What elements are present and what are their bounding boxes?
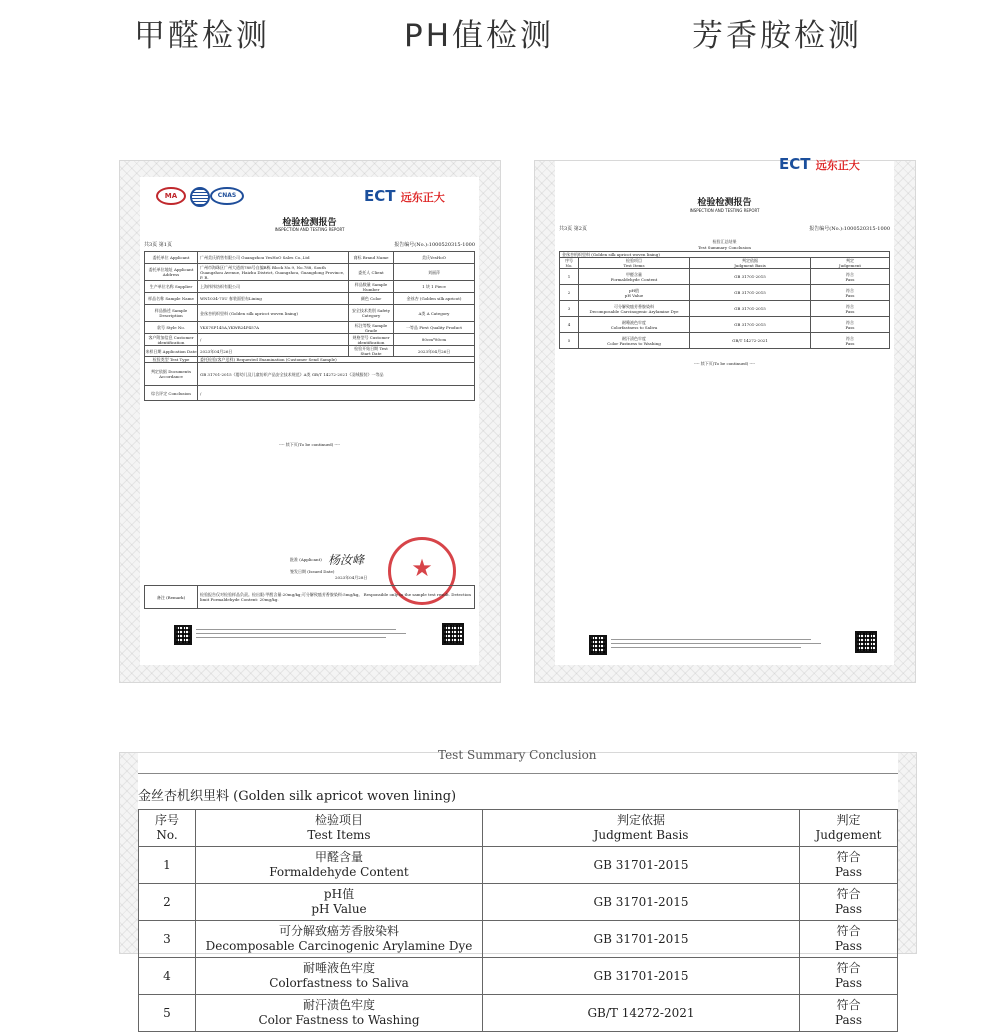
judgement-en: Pass bbox=[845, 308, 855, 314]
item-cn: 耐唾液色牢度 bbox=[622, 319, 646, 325]
table-row bbox=[145, 293, 475, 305]
judgement-cn: 符合 bbox=[846, 303, 854, 309]
table-row bbox=[139, 995, 898, 1032]
item-en: pH Value bbox=[311, 902, 367, 916]
issued-date: 2023年04月28日 bbox=[335, 575, 368, 580]
cell-item bbox=[579, 269, 690, 285]
cell-value: 80cm*80cm bbox=[394, 334, 475, 346]
cell-basis: GB/T 14272-2021 bbox=[483, 995, 800, 1032]
col-header-en: Judgment Basis bbox=[593, 828, 689, 842]
divider bbox=[138, 773, 898, 774]
col-header-cn: 判定依据 bbox=[742, 258, 758, 263]
cell-value: 广州市海珠区广州大道南788号自编B栋 Block No.9, No.788, South Guangzhou Avenue, Haizhu District, Guangzhou, Guangdong Province, P. R. bbox=[198, 264, 349, 281]
item-en: Formaldehyde Content bbox=[269, 865, 409, 879]
cell-no: 2 bbox=[560, 285, 579, 301]
sample-line: 金丝杏机织里料 (Golden silk apricot woven lining) bbox=[138, 789, 457, 804]
heading-formaldehyde: 甲醛检测 bbox=[134, 18, 270, 54]
continued-note: ---- 续下页(To be continued) ---- bbox=[694, 361, 755, 366]
footer-text-line bbox=[196, 637, 386, 638]
item-cn: 可分解致癌芳香胺染料 bbox=[278, 924, 399, 938]
footer-text-line bbox=[196, 629, 396, 630]
cell-key: 安全技术类别 Safety Category bbox=[349, 305, 394, 322]
col-header-en: Judgement bbox=[838, 263, 861, 268]
cell-key: 委托人 Client bbox=[349, 264, 394, 281]
cell-judgement bbox=[800, 958, 898, 995]
judgement-cn: 符合 bbox=[846, 319, 854, 325]
cnas-logo: CNAS bbox=[210, 187, 244, 205]
table-row bbox=[145, 334, 475, 346]
table-header-row bbox=[139, 810, 898, 847]
cell-value: / bbox=[198, 334, 349, 346]
report-info-table bbox=[144, 251, 475, 401]
item-en: Colorfastness to Saliva bbox=[269, 976, 409, 990]
cell-key: 款号 Style No. bbox=[145, 322, 198, 334]
ect-logo bbox=[364, 187, 445, 205]
cell-basis: GB/T 14272-2021 bbox=[690, 333, 811, 349]
judgement-cn: 符合 bbox=[836, 887, 861, 901]
judgement-en: Pass bbox=[834, 1013, 862, 1027]
heading-ph: PH值检测 bbox=[404, 18, 555, 54]
col-header-en: Judgment Basis bbox=[734, 263, 766, 268]
judgement-cn: 符合 bbox=[846, 335, 854, 341]
cell-judgement bbox=[811, 269, 890, 285]
cell-judgement bbox=[811, 301, 890, 317]
judgement-en: Pass bbox=[834, 976, 862, 990]
sample-line: 金丝杏机织里料 (Golden silk apricot woven lining) bbox=[560, 252, 890, 258]
judgement-en: Pass bbox=[834, 939, 862, 953]
cell-basis: GB 31701-2015 bbox=[483, 921, 800, 958]
cell-value: 一等品 First Quality Product bbox=[394, 322, 475, 334]
item-en: Decomposable Carcinogenic Arylamine Dye bbox=[589, 308, 679, 314]
report-subtitle: INSPECTION AND TESTING REPORT bbox=[689, 208, 760, 213]
heading-arylamine: 芳香胺检测 bbox=[692, 18, 862, 54]
table-row bbox=[139, 847, 898, 884]
col-header-no bbox=[139, 810, 196, 847]
cell-item bbox=[579, 301, 690, 317]
ect-logo-text: ECT bbox=[779, 155, 811, 173]
report-number: 报告编号(No.):1000520315-1000 bbox=[809, 226, 890, 232]
report-page-2 bbox=[534, 155, 916, 683]
cell-key: 委托单位 Applicant bbox=[145, 252, 198, 264]
ect-logo-cn: 远东正大 bbox=[400, 191, 445, 204]
cell-basis: GB 31701-2015 bbox=[483, 958, 800, 995]
cell-no: 3 bbox=[560, 301, 579, 317]
cell-key: 综合评定 Conclusion bbox=[145, 386, 198, 401]
cell-value: GB 31701-2015《婴幼儿及儿童纺织产品安全技术规范》A类 GB/T 14272-2021《羽绒服装》一等品 bbox=[198, 363, 475, 386]
item-en: Formaldehyde Content bbox=[610, 276, 658, 282]
table-row bbox=[560, 285, 890, 301]
qr-code-icon bbox=[589, 635, 607, 655]
cell-item bbox=[196, 958, 483, 995]
cell-basis: GB 31701-2015 bbox=[690, 285, 811, 301]
continued-note: ---- 续下页(To be continued) ---- bbox=[279, 442, 340, 447]
cell-key: 样品数量 Sample Number bbox=[349, 281, 394, 293]
issued-label: 签发日期 (Issued Date) bbox=[290, 569, 335, 574]
table-row bbox=[145, 346, 475, 357]
cell-value: 美氏YesHoO bbox=[394, 252, 475, 264]
cell-judgement bbox=[800, 847, 898, 884]
item-en: Decomposable Carcinogenic Arylamine Dye bbox=[205, 939, 473, 953]
table-row bbox=[145, 363, 475, 386]
cell-basis: GB 31701-2015 bbox=[690, 317, 811, 333]
qr-code-icon bbox=[442, 623, 464, 645]
cell-value: YKS7SP145A,YKWR24P457A bbox=[198, 322, 349, 334]
cell-item bbox=[579, 285, 690, 301]
cell-key: 规格型号 Customer identification bbox=[349, 334, 394, 346]
col-header-items bbox=[196, 810, 483, 847]
report-title: 检验检测报告 bbox=[697, 198, 752, 208]
col-header bbox=[811, 258, 890, 269]
judgement-en: Pass bbox=[834, 902, 862, 916]
cell-item bbox=[196, 847, 483, 884]
table-row bbox=[139, 884, 898, 921]
cell-key: 备注 (Remark) bbox=[145, 586, 198, 609]
cell-judgement bbox=[811, 285, 890, 301]
footer-text-line bbox=[611, 647, 801, 648]
table-row bbox=[145, 305, 475, 322]
cell-no: 4 bbox=[139, 958, 196, 995]
footer-text-line bbox=[611, 643, 821, 644]
cell-no: 5 bbox=[560, 333, 579, 349]
cell-basis: GB 31701-2015 bbox=[483, 847, 800, 884]
judgement-cn: 符合 bbox=[836, 961, 861, 975]
cma-logo: MA bbox=[156, 187, 186, 205]
col-header-basis bbox=[483, 810, 800, 847]
cell-judgement bbox=[800, 884, 898, 921]
report-zoom-crop bbox=[119, 748, 917, 1027]
official-seal: ★ bbox=[388, 537, 456, 605]
col-header-cn: 判定 bbox=[836, 813, 861, 827]
summary-table-small bbox=[559, 251, 890, 349]
col-header-cn: 序号 bbox=[565, 258, 573, 263]
col-header-cn: 判定 bbox=[846, 258, 854, 263]
col-header-en: Test Items bbox=[307, 828, 371, 842]
judgement-en: Pass bbox=[845, 292, 855, 298]
cell-key: 委托单位地址 Applicant Address bbox=[145, 264, 198, 281]
cell-judgement bbox=[811, 317, 890, 333]
judgement-en: Pass bbox=[845, 340, 855, 346]
item-en: pH Value bbox=[624, 292, 644, 298]
item-en: Color Fastness to Washing bbox=[258, 1013, 420, 1027]
page-info: 共3页 第1页 bbox=[144, 242, 172, 248]
col-header-cn: 序号 bbox=[154, 813, 179, 827]
cell-no: 3 bbox=[139, 921, 196, 958]
cell-key: 检验开始日期 Test Start Date bbox=[349, 346, 394, 357]
item-en: Colorfastness to Saliva bbox=[610, 324, 658, 330]
cell-value: 委托检验(客户送样) Requested Examination (Customer Send Sample) bbox=[198, 357, 475, 363]
cell-value: 金丝杏 (Golden silk apricot) bbox=[394, 293, 475, 305]
report-subtitle: INSPECTION AND TESTING REPORT bbox=[274, 227, 345, 232]
cell-value: A类 A Category bbox=[394, 305, 475, 322]
item-cn: 可分解致癌芳香胺染料 bbox=[614, 303, 654, 309]
page-info: 共3页 第2页 bbox=[559, 226, 587, 232]
cell-judgement bbox=[811, 333, 890, 349]
table-row bbox=[139, 921, 898, 958]
cell-no: 5 bbox=[139, 995, 196, 1032]
cell-value: 2023年04月26日 bbox=[394, 346, 475, 357]
table-row bbox=[560, 269, 890, 285]
remark-table bbox=[144, 585, 475, 609]
cell-judgement bbox=[800, 921, 898, 958]
qr-code-icon bbox=[174, 625, 192, 645]
summary-title: 检验汇总结果 bbox=[712, 239, 737, 244]
cell-value: 2023年04月26日 bbox=[198, 346, 349, 357]
item-cn: 甲醛含量 bbox=[626, 271, 642, 277]
col-header bbox=[560, 258, 579, 269]
table-row bbox=[145, 386, 475, 401]
item-cn: 耐唾液色牢度 bbox=[302, 961, 375, 975]
cell-no: 4 bbox=[560, 317, 579, 333]
cell-key: 颜色 Color bbox=[349, 293, 394, 305]
col-header bbox=[690, 258, 811, 269]
judgement-cn: 符合 bbox=[846, 287, 854, 293]
judgement-en: Pass bbox=[845, 276, 855, 282]
table-row bbox=[145, 322, 475, 334]
cell-item bbox=[579, 333, 690, 349]
cell-key: 判定依据 Documents Accordance bbox=[145, 363, 198, 386]
col-header-en: Judgement bbox=[815, 828, 882, 842]
cell-judgement bbox=[800, 995, 898, 1032]
table-row bbox=[560, 333, 890, 349]
cell-value: 刘丽萍 bbox=[394, 264, 475, 281]
col-header-cn: 判定依据 bbox=[616, 813, 665, 827]
cell-key: 样品描述 Sample Description bbox=[145, 305, 198, 322]
ect-logo-cn: 远东正大 bbox=[815, 159, 860, 172]
col-header-judgement bbox=[800, 810, 898, 847]
cell-key: 来样日期 Application Date bbox=[145, 346, 198, 357]
summary-table bbox=[138, 809, 898, 1032]
cell-value: 1 块 1 Piece bbox=[394, 281, 475, 293]
cell-basis: GB 31701-2015 bbox=[690, 301, 811, 317]
footer-text-line bbox=[196, 633, 406, 634]
cell-basis: GB 31701-2015 bbox=[690, 269, 811, 285]
judgement-cn: 符合 bbox=[836, 850, 861, 864]
col-header-cn: 检验项目 bbox=[314, 813, 363, 827]
cell-value: 广州美氏销售有限公司 Guangzhou YesHoO Sales Co.,Ltd bbox=[198, 252, 349, 264]
cell-key: 样品名称 Sample Name bbox=[145, 293, 198, 305]
table-row bbox=[139, 958, 898, 995]
cell-key: 标注等级 Sample Grade bbox=[349, 322, 394, 334]
table-row bbox=[560, 301, 890, 317]
table-header-row bbox=[560, 258, 890, 269]
item-en: Color Fastness to Washing bbox=[607, 340, 661, 346]
table-row bbox=[560, 317, 890, 333]
cell-basis: GB 31701-2015 bbox=[483, 884, 800, 921]
cell-key: 检验类型 Test Type bbox=[145, 357, 198, 363]
cell-no: 1 bbox=[139, 847, 196, 884]
item-cn: 耐汗渍色牢度 bbox=[302, 998, 375, 1012]
summary-title-cut: Test Summary Conclusion bbox=[438, 748, 597, 762]
report-title: 检验检测报告 bbox=[282, 218, 337, 228]
judgement-cn: 符合 bbox=[836, 924, 861, 938]
cell-key: 商标 Brand Name bbox=[349, 252, 394, 264]
cell-value: 上海纬纬纺织有限公司 bbox=[198, 281, 349, 293]
table-row bbox=[145, 264, 475, 281]
table-row bbox=[145, 586, 475, 609]
cell-value: WN1034-75U 春装面里布Lining bbox=[198, 293, 349, 305]
judgement-en: Pass bbox=[834, 865, 862, 879]
report-number: 报告编号(No.):1000520315-1000 bbox=[394, 242, 475, 248]
cell-item bbox=[196, 995, 483, 1032]
cell-no: 1 bbox=[560, 269, 579, 285]
item-cn: 甲醛含量 bbox=[314, 850, 363, 864]
applicant-label: 批准 (Applicant) bbox=[290, 557, 322, 562]
item-cn: 耐汗渍色牢度 bbox=[622, 335, 646, 341]
cell-value: / bbox=[198, 386, 475, 401]
footer-text-line bbox=[611, 639, 811, 640]
judgement-en: Pass bbox=[845, 324, 855, 330]
col-header-en: Test Items bbox=[623, 263, 645, 268]
col-header-en: No. bbox=[156, 828, 178, 842]
cell-item bbox=[196, 884, 483, 921]
col-header bbox=[579, 258, 690, 269]
cell-item bbox=[579, 317, 690, 333]
signature: 杨汝峰 bbox=[328, 553, 365, 567]
ect-logo bbox=[779, 155, 860, 173]
col-header-en: No. bbox=[565, 263, 573, 268]
table-row bbox=[145, 252, 475, 264]
ilac-logo bbox=[190, 187, 210, 207]
item-cn: pH值 bbox=[323, 887, 355, 901]
judgement-cn: 符合 bbox=[836, 998, 861, 1012]
report-page-1 bbox=[119, 160, 501, 683]
cell-item bbox=[196, 921, 483, 958]
summary-title-en: Test Summary Conclusion bbox=[698, 245, 751, 250]
cell-key: 生产单位名称 Supplier bbox=[145, 281, 198, 293]
col-header-cn: 检验项目 bbox=[626, 258, 642, 263]
table-row bbox=[145, 281, 475, 293]
item-cn: pH值 bbox=[628, 287, 640, 293]
ect-logo-text: ECT bbox=[364, 187, 396, 205]
cell-value: 检验报告仅对检验样品负责。检出限:甲醛含量:20mg/kg;可分解致癌芳香胺染料:5mg/kg。 Responsible only to the sample test result. Detection limit Formaldehyde Content: 20mg/kg. bbox=[198, 586, 475, 609]
cell-value: 金丝杏机织里料 (Golden silk apricot woven lining) bbox=[198, 305, 349, 322]
judgement-cn: 符合 bbox=[846, 271, 854, 277]
cell-key: 客户附加信息 Customer identification bbox=[145, 334, 198, 346]
qr-code-icon bbox=[855, 631, 877, 653]
cell-no: 2 bbox=[139, 884, 196, 921]
